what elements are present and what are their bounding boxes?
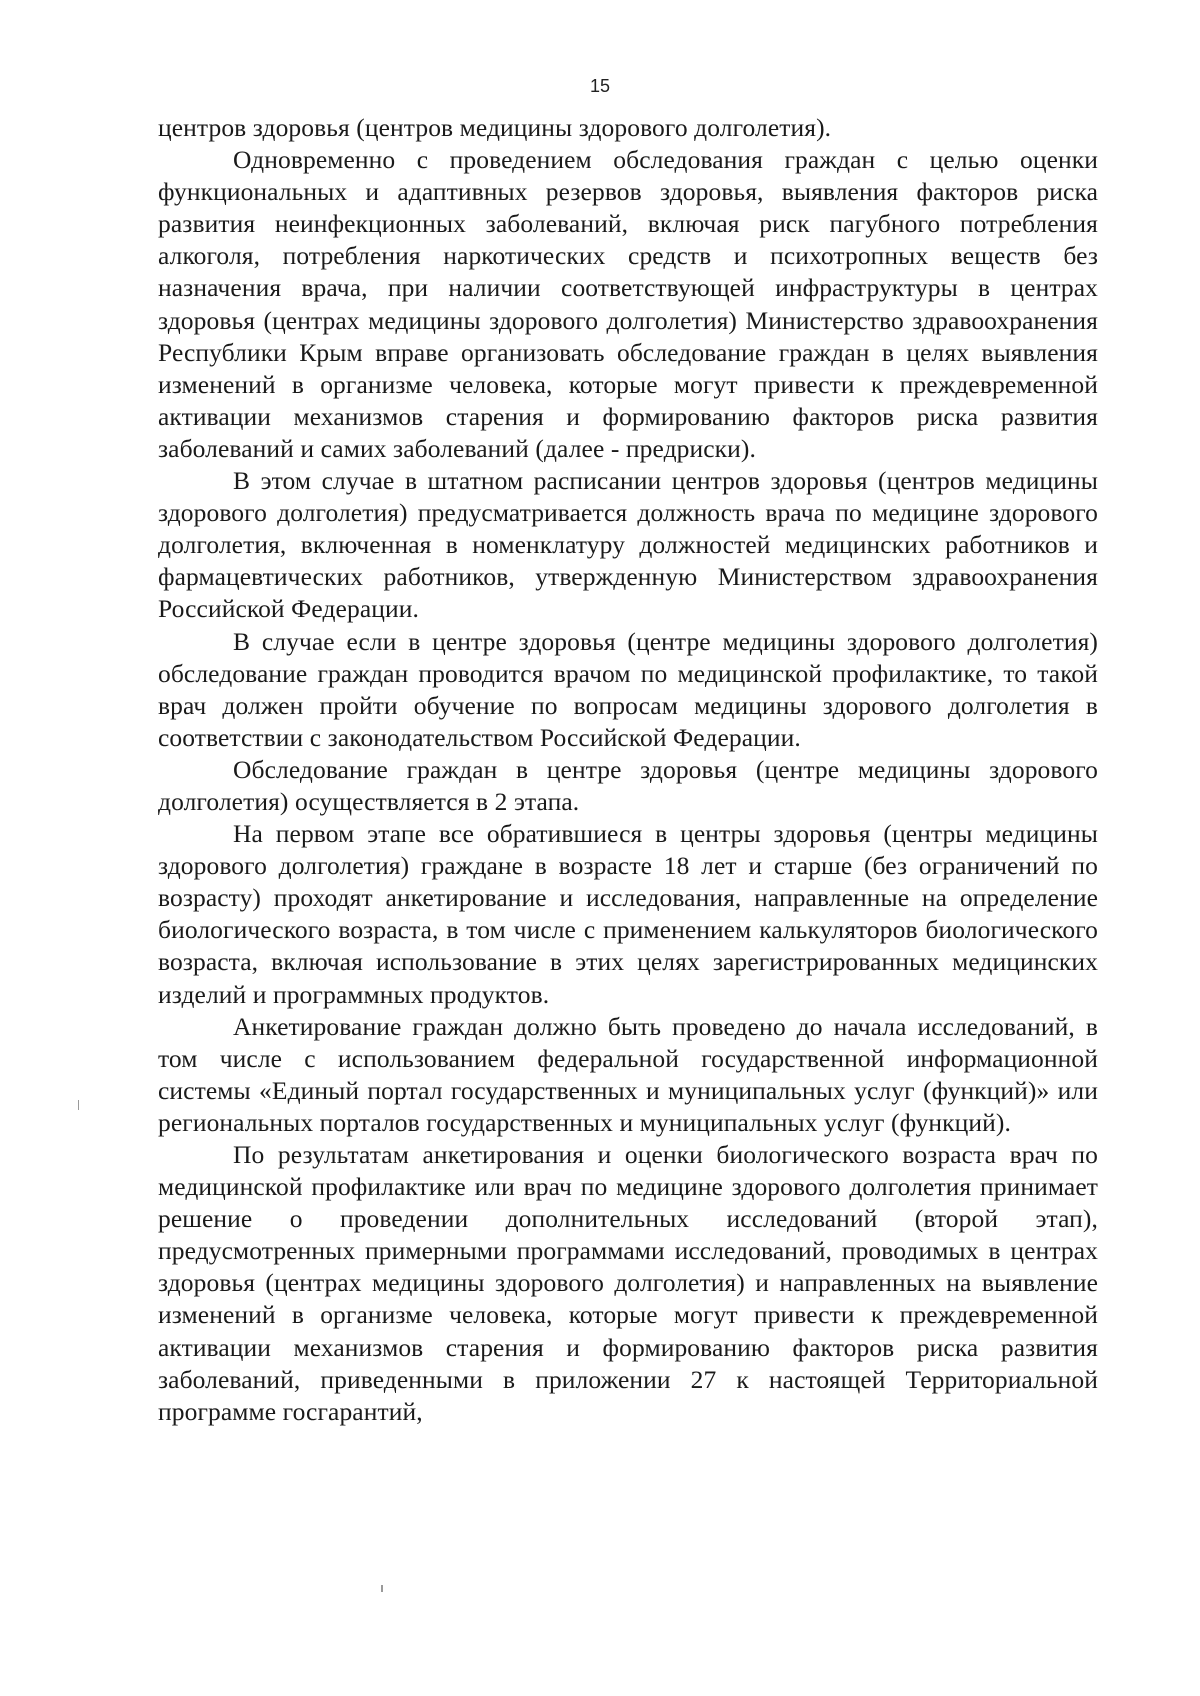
paragraph-second-stage: По результатам анкетирования и оценки биологического возраста врач по медицинской профилактике или врач по медицине здорового долголетия принимает решение о проведении дополнительных исследований (второй этап), предусмотренных примерными программами исследований, проводимых в центрах здоровья (центрах медицины здорового долголетия) и направленных на выявление изменений в организме человека, которые могут привести к преждевременной активации механизмов старения и формированию факторов риска развития заболеваний, приведенными в приложении 27 к настоящей Территориальной программе госгарантий,	[158, 1140, 1098, 1426]
page-number: 15	[589, 76, 611, 96]
document-body	[158, 112, 1098, 1428]
paragraph-preliminary-risks: Одновременно с проведением обследования граждан с целью оценки функциональных и адаптивных резервов здоровья, выявления факторов риска развития неинфекционных заболеваний, включая риск пагубного потребления алкоголя, потребления наркотических средств и психотропных веществ без назначения врача, при наличии соответствующей инфраструктуры в центрах здоровья (центрах медицины здорового долголетия) Министерство здравоохранения Республики Крым вправе организовать обследование граждан в целях выявления изменений в организме человека, которые могут привести к преждевременной активации механизмов старения и формированию факторов риска развития заболеваний и самих заболеваний (далее - предриски).	[158, 145, 1098, 463]
paragraph-two-stages: Обследование граждан в центре здоровья (центре медицины здорового долголетия) осуществляется в 2 этапа.	[158, 754, 1098, 816]
paragraph-continuation: центров здоровья (центров медицины здорового долголетия).	[158, 113, 832, 142]
paragraph-first-stage: На первом этапе все обратившиеся в центры здоровья (центры медицины здорового долголетия) граждане в возрасте 18 лет и старше (без ограничений по возрасту) проходят анкетирование и исследования, направленные на определение биологического возраста, в том числе с применением калькуляторов биологического возраста, включая использование в этих целях зарегистрированных медицинских изделий и программных продуктов.	[158, 819, 1098, 1009]
paragraph-staff-position: В этом случае в штатном расписании центров здоровья (центров медицины здорового долголетия) предусматривается должность врача по медицине здорового долголетия, включенная в номенклатуру должностей медицинских работников и фармацевтических работников, утвержденную Министерством здравоохранения Российской Федерации.	[158, 466, 1098, 624]
paragraph-questionnaire: Анкетирование граждан должно быть проведено до начала исследований, в том числе с использованием федеральной государственной информационной системы «Единый портал государственных и муниципальных услуг (функций)» или региональных порталов государственных и муниципальных услуг (функций).	[158, 1011, 1098, 1137]
paragraph-doctor-training: В случае если в центре здоровья (центре медицины здорового долголетия) обследование граждан проводится врачом по медицинской профилактике, то такой врач должен пройти обучение по вопросам медицины здорового долголетия в соответствии с законодательством Российской Федерации.	[158, 626, 1098, 752]
scan-artifact-mark	[381, 1585, 383, 1592]
scan-artifact-mark	[78, 1100, 79, 1110]
